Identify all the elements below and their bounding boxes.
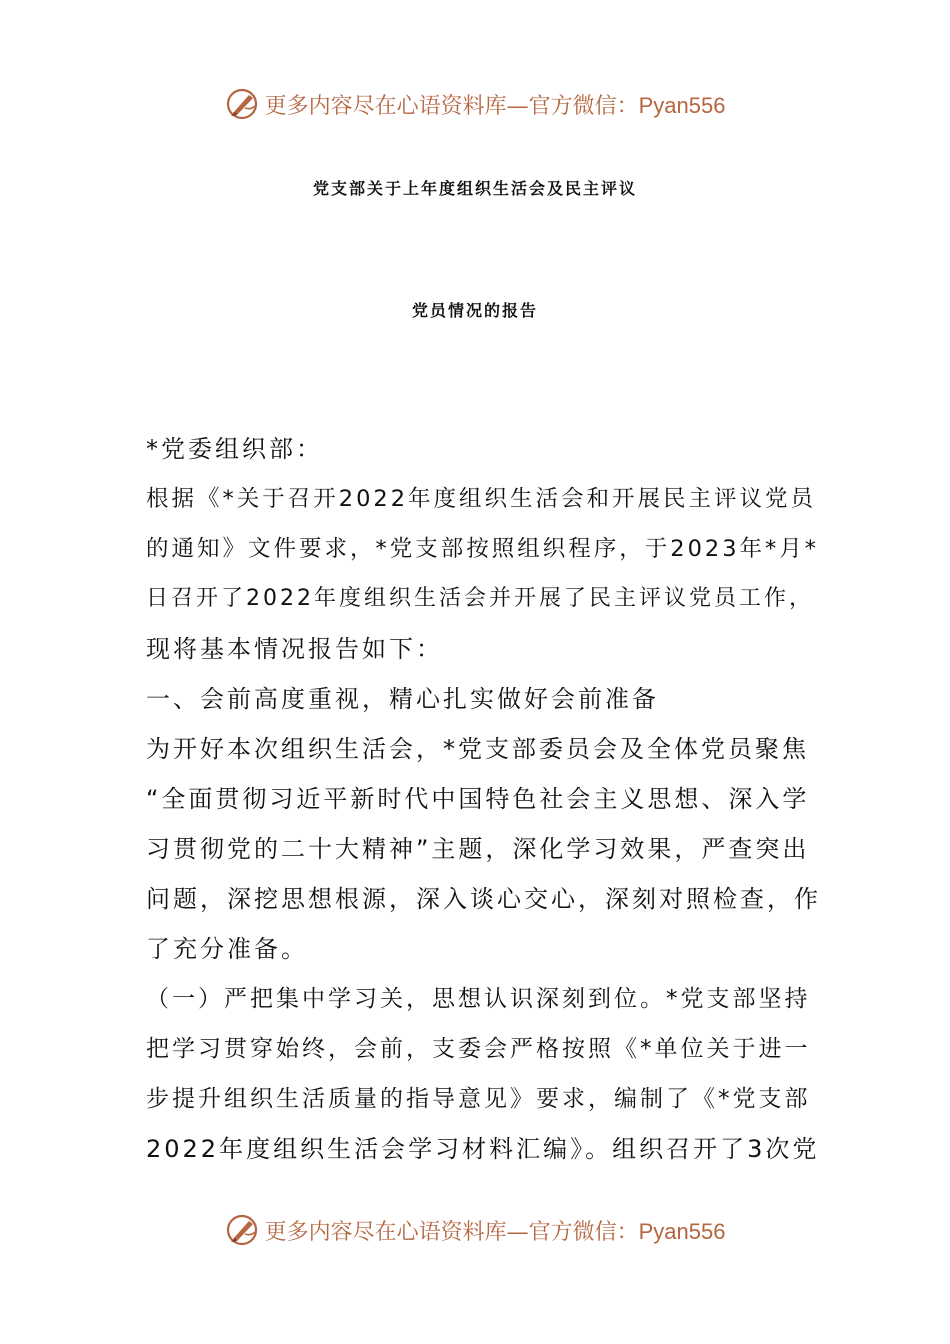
watermark-text: 更多内容尽在心语资料库—官方微信：Pyan556 xyxy=(264,1218,726,1245)
paragraph-line: “全面贯彻习近平新时代中国特色社会主义思想、深入学 xyxy=(146,785,810,813)
paragraph-line: 了充分准备。 xyxy=(146,935,308,963)
salutation: *党委组织部： xyxy=(146,435,323,463)
document-body xyxy=(146,424,821,1174)
footer-watermark xyxy=(0,1210,950,1250)
header-watermark xyxy=(0,84,950,124)
paragraph-line: 把学习贯穿始终，会前，支委会严格按照《*单位关于进一 xyxy=(146,1036,811,1062)
paragraph-line: 习贯彻党的二十大精神”主题，深化学习效果，严查突出 xyxy=(146,835,810,863)
paragraph-line: 2022年度组织生活会学习材料汇编》。组织召开了3次党 xyxy=(146,1135,820,1163)
pen-logo-icon xyxy=(225,1212,261,1248)
paragraph-line: 日召开了2022年度组织生活会并开展了民主评议党员工作， xyxy=(146,586,814,611)
watermark-text: 更多内容尽在心语资料库—官方微信：Pyan556 xyxy=(264,92,726,119)
document-title-line2: 党员情况的报告 xyxy=(411,301,538,320)
section-heading: 一、会前高度重视，精心扎实做好会前准备 xyxy=(146,685,659,713)
paragraph-line: 根据《*关于召开2022年度组织生活会和开展民主评议党员 xyxy=(146,486,817,512)
paragraph-line: 的通知》文件要求，*党支部按照组织程序，于2023年*月* xyxy=(146,536,820,562)
paragraph-line: 为开好本次组织生活会，*党支部委员会及全体党员聚焦 xyxy=(146,735,809,763)
document-title-line1: 党支部关于上年度组织生活会及民主评议 xyxy=(312,179,637,198)
paragraph-line: 步提升组织生活质量的指导意见》要求，编制了《*党支部 xyxy=(146,1086,811,1112)
paragraph-line: 问题，深挖思想根源，深入谈心交心，深刻对照检查，作 xyxy=(146,885,821,913)
paragraph-line: （一）严把集中学习关，思想认识深刻到位。*党支部坚持 xyxy=(146,986,811,1012)
pen-logo-icon xyxy=(225,86,261,122)
paragraph-line: 现将基本情况报告如下： xyxy=(146,635,443,663)
